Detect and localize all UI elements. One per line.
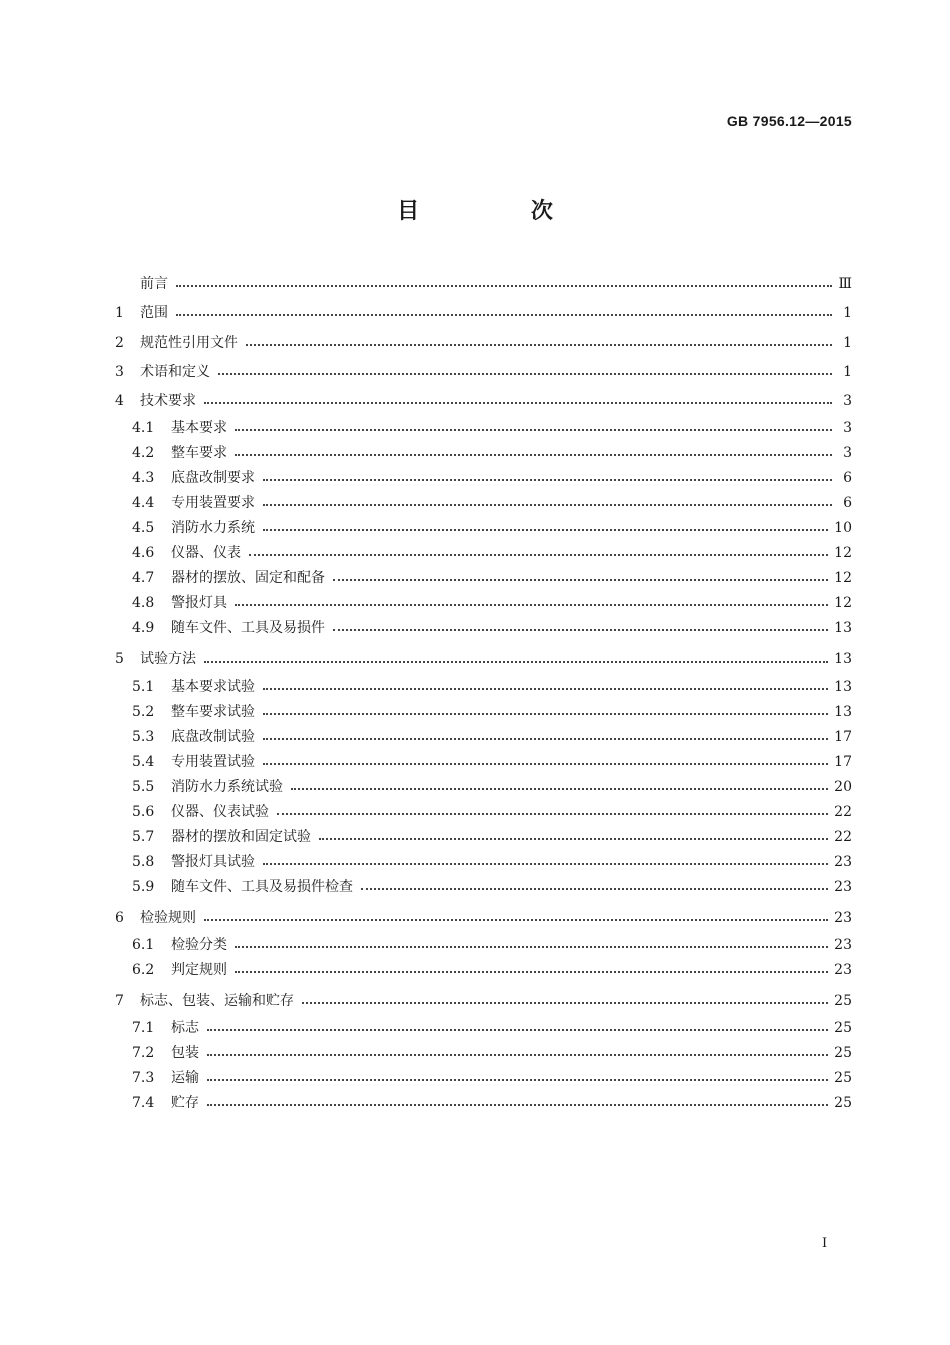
toc-entry[interactable] bbox=[115, 270, 852, 299]
toc-entry-page: 6 bbox=[843, 470, 852, 487]
toc-entry-number: 6 bbox=[115, 909, 124, 926]
dot-leader bbox=[204, 402, 832, 404]
toc-entry-page: 23 bbox=[834, 909, 852, 926]
toc-subentry[interactable] bbox=[115, 616, 852, 641]
toc-entry-title: 运输 bbox=[171, 1070, 199, 1087]
toc-entry-number: 7 bbox=[115, 993, 124, 1010]
dot-leader bbox=[207, 1054, 828, 1056]
toc-entry-title: 前言 bbox=[140, 276, 168, 292]
toc-entry-page: 13 bbox=[834, 703, 852, 720]
toc-entry-number: 5.1 bbox=[132, 678, 155, 695]
dot-leader bbox=[235, 946, 828, 948]
toc-entry-page: 25 bbox=[834, 1020, 852, 1037]
toc-subentry[interactable] bbox=[115, 675, 852, 700]
toc-entry-page: 23 bbox=[834, 853, 852, 870]
toc-entry-page: 1 bbox=[843, 334, 852, 351]
toc-entry-number: 4.4 bbox=[132, 495, 155, 512]
dot-leader bbox=[263, 863, 828, 865]
toc-entry-page: 23 bbox=[834, 937, 852, 954]
toc-subentry[interactable] bbox=[115, 825, 852, 850]
toc-entry-number: 4.2 bbox=[132, 445, 155, 462]
dot-leader bbox=[176, 314, 832, 316]
toc-subentry[interactable] bbox=[115, 416, 852, 441]
toc-entry[interactable] bbox=[115, 329, 852, 358]
dot-leader bbox=[235, 971, 828, 973]
toc-entry-page: 1 bbox=[843, 305, 852, 322]
toc-subentry[interactable] bbox=[115, 1066, 852, 1091]
toc-entry-page: 13 bbox=[834, 651, 852, 668]
toc-subentry[interactable] bbox=[115, 1091, 852, 1116]
dot-leader bbox=[277, 813, 828, 815]
dot-leader bbox=[218, 373, 832, 375]
dot-leader bbox=[302, 1002, 828, 1004]
toc-entry-page: 12 bbox=[834, 595, 852, 612]
toc-entry-page: 1 bbox=[843, 363, 852, 380]
toc-entry[interactable] bbox=[115, 387, 852, 416]
dot-leader bbox=[263, 763, 828, 765]
toc-entry-title: 技术要求 bbox=[140, 393, 196, 410]
toc-entry-title: 专用装置要求 bbox=[171, 495, 255, 512]
toc-entry-page: 12 bbox=[834, 570, 852, 587]
dot-leader bbox=[263, 479, 832, 481]
toc-entry-page: 22 bbox=[834, 828, 852, 845]
toc-entry-number: 7.4 bbox=[132, 1095, 155, 1112]
toc-entry-title: 底盘改制要求 bbox=[171, 470, 255, 487]
toc-entry-title: 随车文件、工具及易损件检查 bbox=[171, 878, 353, 895]
toc-entry-number: 5.7 bbox=[132, 828, 155, 845]
toc-entry-page: 23 bbox=[834, 878, 852, 895]
toc-entry-number: 4.3 bbox=[132, 470, 155, 487]
toc-entry-number: 4.9 bbox=[132, 620, 155, 637]
toc-entry[interactable] bbox=[115, 987, 852, 1016]
toc-subentry[interactable] bbox=[115, 750, 852, 775]
toc-entry-page: 25 bbox=[834, 1070, 852, 1087]
dot-leader bbox=[333, 629, 828, 631]
toc-entry-page: 3 bbox=[843, 393, 852, 410]
toc-entry-number: 6.1 bbox=[132, 937, 155, 954]
dot-leader bbox=[263, 504, 832, 506]
toc-entry-number: 5.9 bbox=[132, 878, 155, 895]
page-number: Ⅰ bbox=[822, 1236, 828, 1251]
toc-entry-page: 20 bbox=[834, 778, 852, 795]
toc-entry[interactable] bbox=[115, 904, 852, 933]
toc-entry-page: 3 bbox=[843, 445, 852, 462]
standard-code: GB 7956.12—2015 bbox=[726, 113, 852, 129]
toc-entry-title: 仪器、仪表试验 bbox=[171, 803, 269, 820]
toc-entry-page: 17 bbox=[834, 753, 852, 770]
toc-entry-title: 基本要求试验 bbox=[171, 678, 255, 695]
toc-entry-page: 25 bbox=[834, 993, 852, 1010]
dot-leader bbox=[204, 661, 828, 663]
dot-leader bbox=[176, 285, 832, 287]
dot-leader bbox=[263, 713, 828, 715]
toc-entry-number: 5.8 bbox=[132, 853, 155, 870]
toc-entry-number: 6.2 bbox=[132, 962, 155, 979]
toc-entry-title: 判定规则 bbox=[171, 962, 227, 979]
toc-entry[interactable] bbox=[115, 645, 852, 674]
table-of-contents bbox=[115, 270, 852, 1116]
toc-entry-page: 13 bbox=[834, 620, 852, 637]
toc-entry-page: 25 bbox=[834, 1095, 852, 1112]
dot-leader bbox=[263, 688, 828, 690]
toc-entry-title: 消防水力系统试验 bbox=[171, 778, 283, 795]
toc-entry-title: 警报灯具试验 bbox=[171, 853, 255, 870]
dot-leader bbox=[319, 838, 828, 840]
toc-entry-title: 消防水力系统 bbox=[171, 520, 255, 537]
toc-entry-page: 17 bbox=[834, 728, 852, 745]
toc-entry-title: 贮存 bbox=[171, 1095, 199, 1112]
toc-entry-page: 13 bbox=[834, 678, 852, 695]
toc-subentry[interactable] bbox=[115, 700, 852, 725]
toc-subentry[interactable] bbox=[115, 725, 852, 750]
toc-entry-title: 试验方法 bbox=[140, 651, 196, 668]
toc-entry-title: 随车文件、工具及易损件 bbox=[171, 620, 325, 637]
toc-entry-number: 4.5 bbox=[132, 520, 155, 537]
toc-subentry[interactable] bbox=[115, 516, 852, 541]
toc-entry-title: 标志、包装、运输和贮存 bbox=[140, 993, 294, 1010]
toc-entry-number: 7.1 bbox=[132, 1020, 155, 1037]
toc-entry-title: 规范性引用文件 bbox=[140, 334, 238, 351]
toc-entry-number: 4 bbox=[115, 393, 124, 410]
toc-entry-title: 检验规则 bbox=[140, 909, 196, 926]
toc-entry-title: 器材的摆放和固定试验 bbox=[171, 828, 311, 845]
toc-subentry[interactable] bbox=[115, 466, 852, 491]
toc-subentry[interactable] bbox=[115, 875, 852, 900]
page-title: 目 次 bbox=[397, 199, 605, 224]
toc-entry-number: 4.1 bbox=[132, 420, 155, 437]
toc-entry-number: 5.3 bbox=[132, 728, 155, 745]
toc-subentry[interactable] bbox=[115, 491, 852, 516]
toc-subentry[interactable] bbox=[115, 800, 852, 825]
dot-leader bbox=[249, 554, 828, 556]
toc-subentry[interactable] bbox=[115, 541, 852, 566]
dot-leader bbox=[246, 344, 832, 346]
dot-leader bbox=[263, 738, 828, 740]
toc-entry-title: 底盘改制试验 bbox=[171, 728, 255, 745]
toc-entry-page: 22 bbox=[834, 803, 852, 820]
toc-subentry[interactable] bbox=[115, 933, 852, 958]
toc-entry-number: 5.5 bbox=[132, 778, 155, 795]
toc-entry-number: 5 bbox=[115, 651, 124, 668]
dot-leader bbox=[207, 1104, 828, 1106]
toc-entry-number: 5.6 bbox=[132, 803, 155, 820]
toc-entry-title: 检验分类 bbox=[171, 937, 227, 954]
dot-leader bbox=[333, 579, 828, 581]
toc-entry-number: 3 bbox=[115, 363, 124, 380]
toc-entry-page: 25 bbox=[834, 1045, 852, 1062]
toc-subentry[interactable] bbox=[115, 1016, 852, 1041]
dot-leader bbox=[207, 1029, 828, 1031]
toc-entry-title: 术语和定义 bbox=[140, 363, 210, 380]
toc-entry-number: 5.2 bbox=[132, 703, 155, 720]
toc-entry-title: 范围 bbox=[140, 305, 168, 322]
toc-entry-title: 标志 bbox=[171, 1020, 199, 1037]
toc-entry-number: 5.4 bbox=[132, 753, 155, 770]
toc-entry-page: 3 bbox=[843, 420, 852, 437]
dot-leader bbox=[291, 788, 828, 790]
toc-subentry[interactable] bbox=[115, 850, 852, 875]
toc-entry-number: 4.7 bbox=[132, 570, 155, 587]
toc-entry-number: 1 bbox=[115, 305, 124, 322]
toc-subentry[interactable] bbox=[115, 1041, 852, 1066]
dot-leader bbox=[263, 529, 828, 531]
toc-subentry[interactable] bbox=[115, 591, 852, 616]
toc-entry-title: 整车要求 bbox=[171, 445, 227, 462]
toc-entry-title: 包装 bbox=[171, 1045, 199, 1062]
toc-entry-title: 器材的摆放、固定和配备 bbox=[171, 570, 325, 587]
dot-leader bbox=[207, 1079, 828, 1081]
dot-leader bbox=[235, 429, 832, 431]
toc-entry-title: 专用装置试验 bbox=[171, 753, 255, 770]
toc-subentry[interactable] bbox=[115, 958, 852, 983]
toc-entry-page: 23 bbox=[834, 962, 852, 979]
dot-leader bbox=[204, 919, 828, 921]
toc-subentry[interactable] bbox=[115, 441, 852, 466]
toc-subentry[interactable] bbox=[115, 775, 852, 800]
toc-entry-title: 基本要求 bbox=[171, 420, 227, 437]
toc-subentry[interactable] bbox=[115, 566, 852, 591]
toc-entry[interactable] bbox=[115, 299, 852, 328]
dot-leader bbox=[361, 888, 828, 890]
toc-entry-page: 10 bbox=[834, 520, 852, 537]
toc-entry-page: 6 bbox=[843, 495, 852, 512]
toc-entry-title: 警报灯具 bbox=[171, 595, 227, 612]
toc-entry-number: 4.6 bbox=[132, 545, 155, 562]
toc-entry-number: 7.2 bbox=[132, 1045, 155, 1062]
toc-entry-title: 整车要求试验 bbox=[171, 703, 255, 720]
toc-entry-page: Ⅲ bbox=[838, 276, 852, 292]
toc-entry-number: 2 bbox=[115, 334, 124, 351]
toc-entry-number: 4.8 bbox=[132, 595, 155, 612]
dot-leader bbox=[235, 604, 828, 606]
dot-leader bbox=[235, 454, 832, 456]
toc-entry-page: 12 bbox=[834, 545, 852, 562]
toc-entry[interactable] bbox=[115, 358, 852, 387]
toc-entry-number: 7.3 bbox=[132, 1070, 155, 1087]
toc-entry-title: 仪器、仪表 bbox=[171, 545, 241, 562]
